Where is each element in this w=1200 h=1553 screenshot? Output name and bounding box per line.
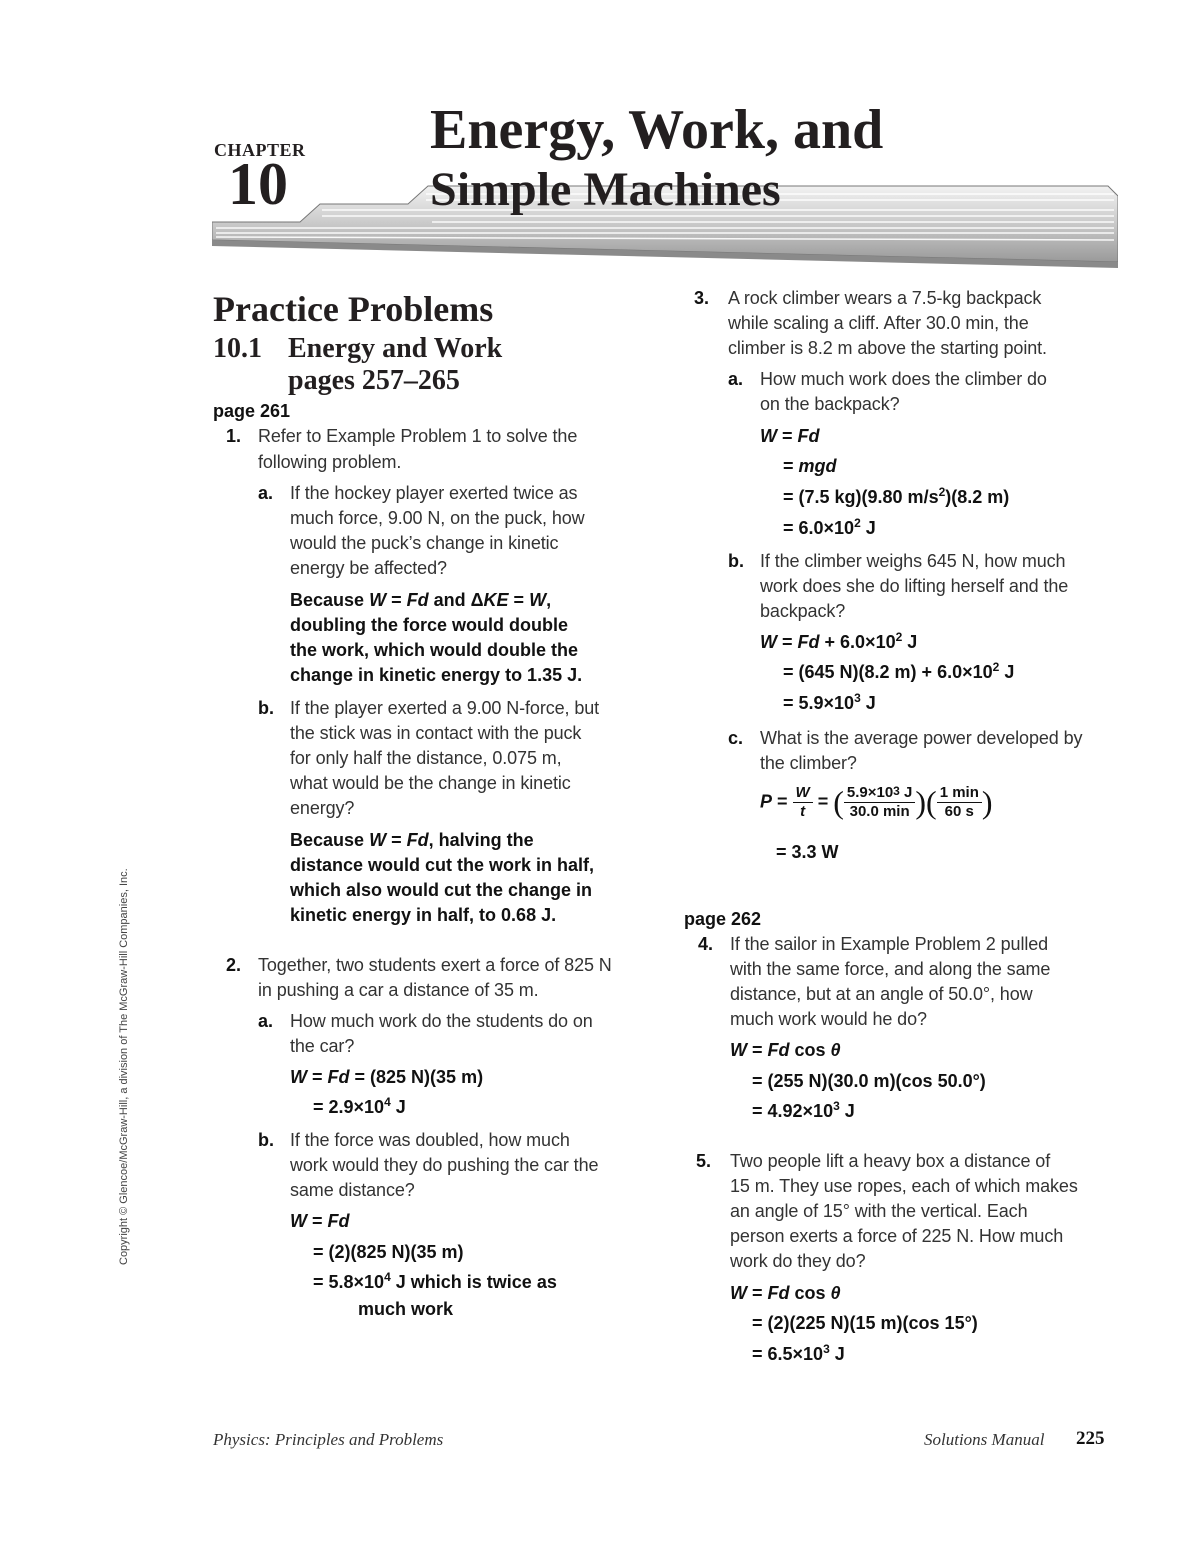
problem-5-number: 5. [696, 1151, 712, 1171]
problem-2a-text: the car? [290, 1036, 355, 1056]
problem-2b-label: b. [258, 1130, 274, 1150]
problem-3c-text: What is the average power developed by [760, 728, 1083, 748]
problem-1b-answer: kinetic energy in half, to 0.68 J. [290, 905, 557, 925]
problem-1a-text: much force, 9.00 N, on the puck, how [290, 508, 585, 528]
problem-3-text: climber is 8.2 m above the starting point. [728, 338, 1047, 358]
chapter-title-line2: Simple Machines [430, 163, 781, 216]
problem-2b-text: same distance? [290, 1180, 415, 1200]
page-ref-261: page 261 [213, 401, 291, 421]
problem-2a-text: How much work do the students do on [290, 1011, 593, 1031]
problem-3b-text: backpack? [760, 601, 846, 621]
problem-2a-equation: W = Fd = (825 N)(35 m) [290, 1067, 484, 1087]
problem-1b-text: energy? [290, 798, 355, 818]
problem-5-text: an angle of 15° with the vertical. Each [730, 1201, 1028, 1221]
page-number: 225 [1076, 1428, 1105, 1449]
problem-2b-text: work would they do pushing the car the [290, 1155, 599, 1175]
problem-5-equation: = (2)(225 N)(15 m)(cos 15°) [752, 1313, 978, 1333]
section-heading: Practice Problems [213, 289, 494, 329]
problem-3b-label: b. [728, 551, 744, 571]
problem-3a-text: How much work does the climber do [760, 369, 1047, 389]
problem-3b-equation: $W = Fd + 6.0\times 10^2$ J [760, 630, 918, 652]
problem-4-equation: = $4.92\times 10^3$ J [752, 1099, 855, 1121]
problem-2b-text: If the force was doubled, how much [290, 1130, 570, 1150]
problem-3a-equation: = $6.0\times 10^2$ J [783, 516, 876, 538]
problem-3-number: 3. [694, 288, 710, 308]
problem-3a-label: a. [728, 369, 744, 389]
problem-1b-text: the stick was in contact with the puck [290, 723, 582, 743]
problem-3c-equation: = 3.3 W [776, 842, 839, 862]
problem-4-equation: W = Fd cos θ [730, 1040, 841, 1060]
problem-3b-text: work does she do lifting herself and the [760, 576, 1069, 596]
problem-1a-label: a. [258, 483, 274, 503]
subsection-title: Energy and Work [288, 333, 503, 364]
problem-5-text: Two people lift a heavy box a distance of [730, 1151, 1051, 1171]
problem-5-text: person exerts a force of 225 N. How much [730, 1226, 1064, 1246]
problem-1-number: 1. [226, 426, 242, 446]
problem-1a-text: energy be affected? [290, 558, 447, 578]
problem-3b-text: If the climber weighs 645 N, how much [760, 551, 1066, 571]
problem-5-text: 15 m. They use ropes, each of which makes [730, 1176, 1078, 1196]
problem-2a-label: a. [258, 1011, 274, 1031]
chapter-title-line1: Energy, Work, and [430, 99, 884, 161]
footer-manual-title: Solutions Manual [924, 1430, 1045, 1449]
problem-3-text: while scaling a cliff. After 30.0 min, the [728, 313, 1029, 333]
problem-1-text: following problem. [258, 452, 402, 472]
problem-2-number: 2. [226, 955, 242, 975]
problem-2-text: Together, two students exert a force of 825 N [258, 955, 612, 975]
problem-3-text: A rock climber wears a 7.5-kg backpack [728, 288, 1042, 308]
problem-1b-text: for only half the distance, 0.075 m, [290, 748, 562, 768]
problem-3a-equation: = mgd [783, 456, 837, 476]
subsection-pages: pages 257–265 [288, 365, 460, 396]
problem-1b-label: b. [258, 698, 274, 718]
problem-1a-answer: the work, which would double the [290, 640, 578, 660]
problem-3a-equation: W = Fd [760, 426, 820, 446]
problem-1b-text: If the player exerted a 9.00 N-force, but [290, 698, 600, 718]
problem-4-text: with the same force, and along the same [730, 959, 1051, 979]
problem-2a-equation: = $2.9\times 10^4$ J [313, 1095, 406, 1117]
problem-2b-equation: much work [358, 1299, 454, 1319]
problem-2b-equation: = (2)(825 N)(35 m) [313, 1242, 464, 1262]
footer-book-title: Physics: Principles and Problems [213, 1430, 444, 1449]
problem-4-equation: = (255 N)(30.0 m)(cos 50.0°) [752, 1071, 986, 1091]
problem-5-equation: = $6.5\times 10^3$ J [752, 1342, 845, 1364]
problem-1a-answer: Because W = Fd and ΔKE = W, [290, 590, 552, 610]
subsection-number: 10.1 [213, 333, 262, 364]
problem-2b-equation: W = Fd [290, 1211, 350, 1231]
problem-1a-text: would the puck’s change in kinetic [290, 533, 559, 553]
problem-4-text: If the sailor in Example Problem 2 pulled [730, 934, 1049, 954]
problem-2b-equation: = $5.8\times 10^4$ J which is twice as [313, 1270, 557, 1292]
problem-5-equation: W = Fd cos θ [730, 1283, 841, 1303]
problem-1a-answer: change in kinetic energy to 1.35 J. [290, 665, 583, 685]
page-ref-262: page 262 [684, 909, 762, 929]
problem-3c-equation: P = $\frac{W}{t}$ = ( $\frac{5.9\times 10^3 J}{30.0 \min}$ )( $\frac{1 \min}{60 s}$ ) [760, 784, 993, 820]
problem-4-text: distance, but at an angle of 50.0°, how [730, 984, 1033, 1004]
problem-4-number: 4. [698, 934, 714, 954]
chapter-number: 10 [228, 151, 288, 217]
problem-1a-text: If the hockey player exerted twice as [290, 483, 578, 503]
problem-1b-answer: Because W = Fd, halving the [290, 830, 534, 850]
problem-4-text: much work would he do? [730, 1009, 927, 1029]
problem-3a-text: on the backpack? [760, 394, 900, 414]
copyright-notice: Copyright © Glencoe/McGraw-Hill, a division of The McGraw-Hill Companies, Inc. [118, 868, 130, 1265]
problem-3c-text: the climber? [760, 753, 857, 773]
problem-2-text: in pushing a car a distance of 35 m. [258, 980, 539, 1000]
chapter-label: CHAPTER [214, 140, 306, 160]
problem-5-text: work do they do? [730, 1251, 866, 1271]
problem-1b-text: what would be the change in kinetic [290, 773, 571, 793]
problem-1b-answer: distance would cut the work in half, [290, 855, 595, 875]
problem-3a-equation: = (7.5 kg)(9.80 $m/s^2)(8.2$ m) [783, 485, 1010, 507]
problem-1b-answer: which also would cut the change in [290, 880, 593, 900]
problem-3b-equation: = $5.9\times 10^3$ J [783, 691, 876, 713]
problem-3b-equation: = (645 N)(8.2 $m) + 6.0\times 10^2$ J [783, 660, 1015, 682]
problem-3c-label: c. [728, 728, 744, 748]
problem-1a-answer: doubling the force would double [290, 615, 568, 635]
problem-1-text: Refer to Example Problem 1 to solve the [258, 426, 578, 446]
